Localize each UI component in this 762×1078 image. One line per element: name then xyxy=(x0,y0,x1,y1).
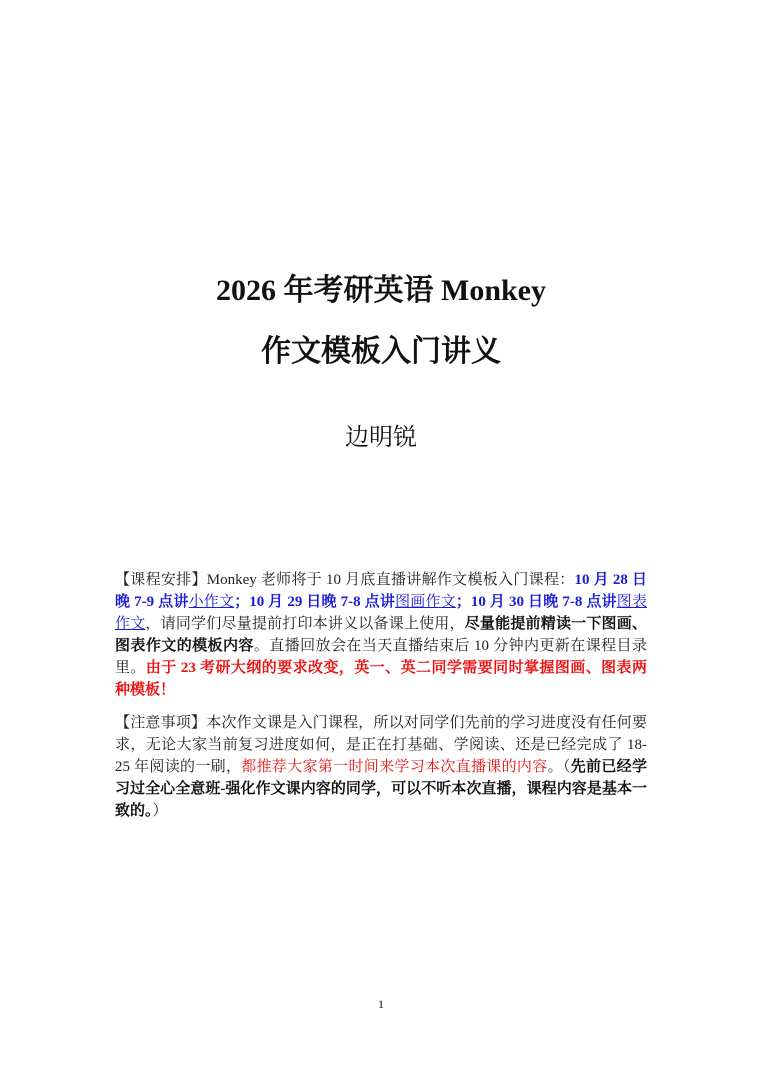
text-segment: 本次作文课是入门课程，所以对同学们先前的学习进度没有任何要求，无论大家当前复习进度如何，是正在打基础、学阅读、还是已经完成了 18-25 年阅读的一刷， xyxy=(115,715,647,775)
text-segment: 尽量能提前精读一下图画、图表作文的模板内容 xyxy=(115,616,647,654)
text-segment: Monkey 老师将于 10 月底直播讲解作文模板入门课程： xyxy=(206,572,575,588)
course-link[interactable]: 小作文 xyxy=(188,594,235,610)
text-segment: 都推荐大家第一时间来学习本次直播课的内容 xyxy=(241,759,548,775)
text-segment: 10 月 28 日晚 7-9 点讲 xyxy=(115,572,647,610)
text-segment: ；10 月 29 日晚 7-8 点讲 xyxy=(234,594,396,610)
text-segment: 由于 23 考研大纲的要求改变，英一、英二同学需要同时掌握图画、图表两种模板！ xyxy=(115,660,647,698)
text-segment: ，请同学们尽量提前打印本讲义以备课上使用， xyxy=(145,616,465,632)
text-segment: 先前已经学习过全心全意班-强化作文课内容的同学，可以不听本次直播，课程内容是基本一致的。 xyxy=(115,759,647,819)
text-segment: ） xyxy=(152,803,168,819)
notice-paragraph xyxy=(115,712,647,822)
text-segment: ；10 月 30 日晚 7-8 点讲 xyxy=(455,594,617,610)
text-segment: 。直播回放会在当天直播结束后 10 分钟内更新在课程目录里。 xyxy=(115,638,647,676)
document-title-line1: 2026 年考研英语 Monkey xyxy=(216,274,546,307)
course-link[interactable]: 图画作文 xyxy=(395,594,456,610)
author-name: 边明锐 xyxy=(345,425,417,451)
text-segment: 【课程安排】 xyxy=(115,572,207,588)
course-schedule-paragraph xyxy=(115,569,647,701)
document-title-line2: 作文模板入门讲义 xyxy=(261,335,501,368)
text-segment: 。（ xyxy=(547,759,571,775)
page-number: 1 xyxy=(378,997,384,1011)
text-segment: 【注意事项】 xyxy=(115,715,207,731)
course-link[interactable]: 图表作文 xyxy=(115,594,647,632)
